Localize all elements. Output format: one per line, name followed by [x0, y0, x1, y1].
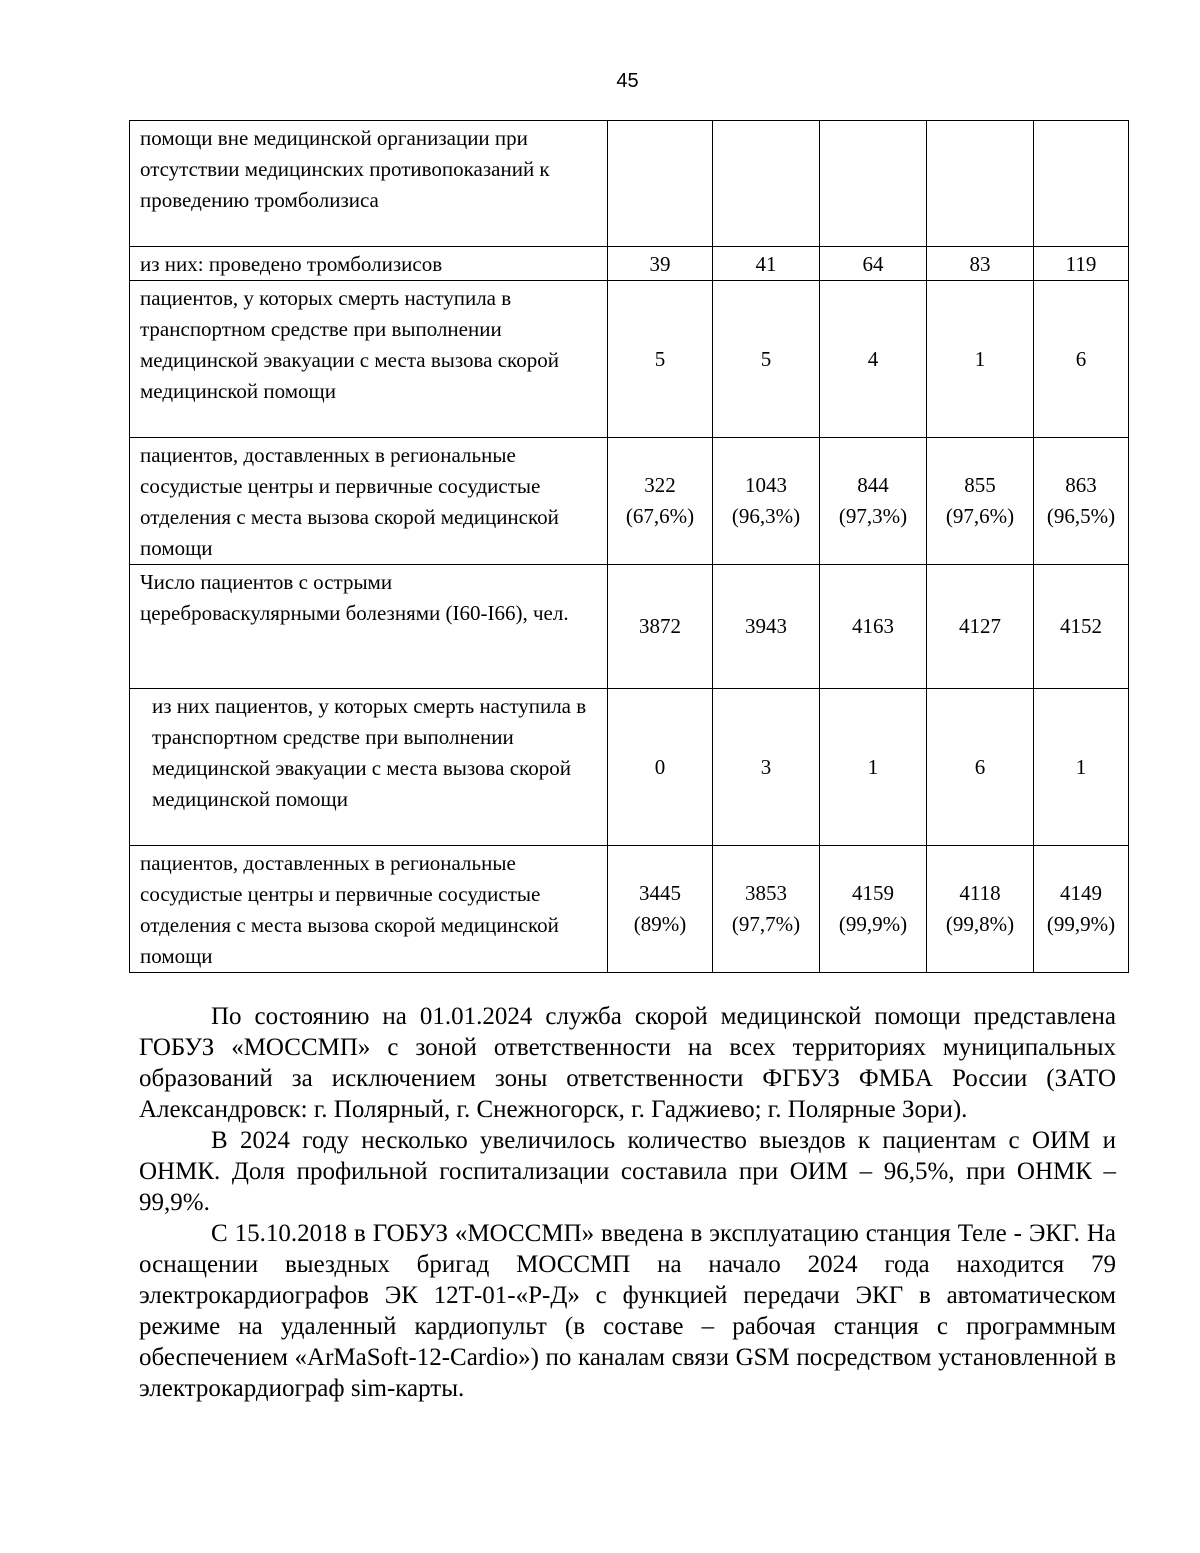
cell-value: 41	[713, 247, 820, 281]
cell-count: 3445	[639, 881, 681, 905]
cell-percent: (67,6%)	[625, 504, 695, 528]
cell-percent: (99,8%)	[945, 912, 1015, 936]
cell-count: 863	[1065, 473, 1097, 497]
cell-value	[927, 121, 1034, 247]
cell-value	[713, 121, 820, 247]
cell-value	[1034, 438, 1129, 565]
statistics-table	[129, 120, 1129, 973]
cell-count: 855	[964, 473, 996, 497]
cell-percent: (97,6%)	[945, 504, 1015, 528]
cell-value: 1	[820, 689, 927, 846]
cell-value	[1034, 121, 1129, 247]
cell-percent: (97,7%)	[731, 912, 801, 936]
cell-value	[820, 121, 927, 247]
cell-percent: (99,9%)	[1046, 912, 1116, 936]
cell-count: 3853	[745, 881, 787, 905]
cell-value	[927, 846, 1034, 973]
cell-value	[713, 846, 820, 973]
table-row	[130, 247, 1129, 281]
page-number: 45	[616, 70, 639, 92]
cell-value	[820, 438, 927, 565]
cell-value: 1	[1034, 689, 1129, 846]
cell-percent: (96,5%)	[1046, 504, 1116, 528]
row-label: пациентов, у которых смерть наступила в транспортном средстве при выполнении медицинской эвакуации с места вызова скорой медицинской помощи	[130, 281, 608, 438]
cell-count: 844	[857, 473, 889, 497]
row-label: пациентов, доставленных в региональные сосудистые центры и первичные сосудистые отделения с места вызова скорой медицинской помощи	[130, 846, 608, 973]
cell-value	[608, 438, 713, 565]
row-label: из них: проведено тромболизисов	[130, 247, 608, 281]
cell-percent: (96,3%)	[731, 504, 801, 528]
cell-value	[927, 438, 1034, 565]
table-row	[130, 281, 1129, 438]
cell-percent: (99,9%)	[838, 912, 908, 936]
cell-value: 3872	[608, 565, 713, 689]
cell-value: 3	[713, 689, 820, 846]
cell-value: 4152	[1034, 565, 1129, 689]
paragraph: По состоянию на 01.01.2024 служба скорой медицинской помощи представлена ГОБУЗ «МОССМП» с зоной ответственности на всех территориях муниципальных образований за исключением зоны ответственности ФГБУЗ ФМБА России (ЗАТО Александровск: г. Полярный, г. Снежногорск, г. Гаджиево; г. Полярные Зори).	[139, 1003, 1116, 1123]
table-row	[130, 121, 1129, 247]
cell-value: 5	[713, 281, 820, 438]
cell-value	[713, 438, 820, 565]
table-row	[130, 438, 1129, 565]
table-row	[130, 565, 1129, 689]
row-label: помощи вне медицинской организации при отсутствии медицинских противопоказаний к проведению тромболизиса	[130, 121, 608, 247]
cell-value: 4163	[820, 565, 927, 689]
cell-percent: (97,3%)	[838, 504, 908, 528]
cell-value	[608, 121, 713, 247]
cell-value: 3943	[713, 565, 820, 689]
cell-value: 0	[608, 689, 713, 846]
cell-value	[1034, 846, 1129, 973]
cell-value: 6	[927, 689, 1034, 846]
cell-count: 4159	[852, 881, 894, 905]
cell-value	[820, 846, 927, 973]
cell-value: 1	[927, 281, 1034, 438]
row-label: из них пациентов, у которых смерть наступила в транспортном средстве при выполнении медицинской эвакуации с места вызова скорой медицинской помощи	[130, 689, 608, 846]
paragraph: В 2024 году несколько увеличилось количество выездов к пациентам с ОИМ и ОНМК. Доля профильной госпитализации составила при ОИМ – 96,5%, при ОНМК – 99,9%.	[139, 1127, 1116, 1216]
cell-value: 5	[608, 281, 713, 438]
cell-count: 4118	[959, 881, 1001, 905]
cell-count: 322	[644, 473, 676, 497]
cell-value: 64	[820, 247, 927, 281]
cell-value: 83	[927, 247, 1034, 281]
table-row	[130, 689, 1129, 846]
body-text	[139, 1001, 1116, 1404]
cell-value: 6	[1034, 281, 1129, 438]
cell-percent: (89%)	[633, 912, 687, 936]
row-label: пациентов, доставленных в региональные сосудистые центры и первичные сосудистые отделения с места вызова скорой медицинской помощи	[130, 438, 608, 565]
cell-value: 119	[1034, 247, 1129, 281]
cell-count: 1043	[745, 473, 787, 497]
cell-value: 4	[820, 281, 927, 438]
cell-value: 39	[608, 247, 713, 281]
table-row	[130, 846, 1129, 973]
paragraph: С 15.10.2018 в ГОБУЗ «МОССМП» введена в эксплуатацию станция Теле - ЭКГ. На оснащении выездных бригад МОССМП на начало 2024 года находится 79 электрокардиографов ЭК 12Т-01-«Р-Д» с функцией передачи ЭКГ в автоматическом режиме на удаленный кардиопульт (в составе – рабочая станция с программным обеспечением «ArMaSoft-12-Cardio») по каналам связи GSM посредством установленной в электрокардиограф sim-карты.	[139, 1220, 1116, 1402]
row-label: Число пациентов с острыми цереброваскулярными болезнями (I60-I66), чел.	[130, 565, 608, 689]
cell-value	[608, 846, 713, 973]
cell-value: 4127	[927, 565, 1034, 689]
cell-count: 4149	[1060, 881, 1102, 905]
